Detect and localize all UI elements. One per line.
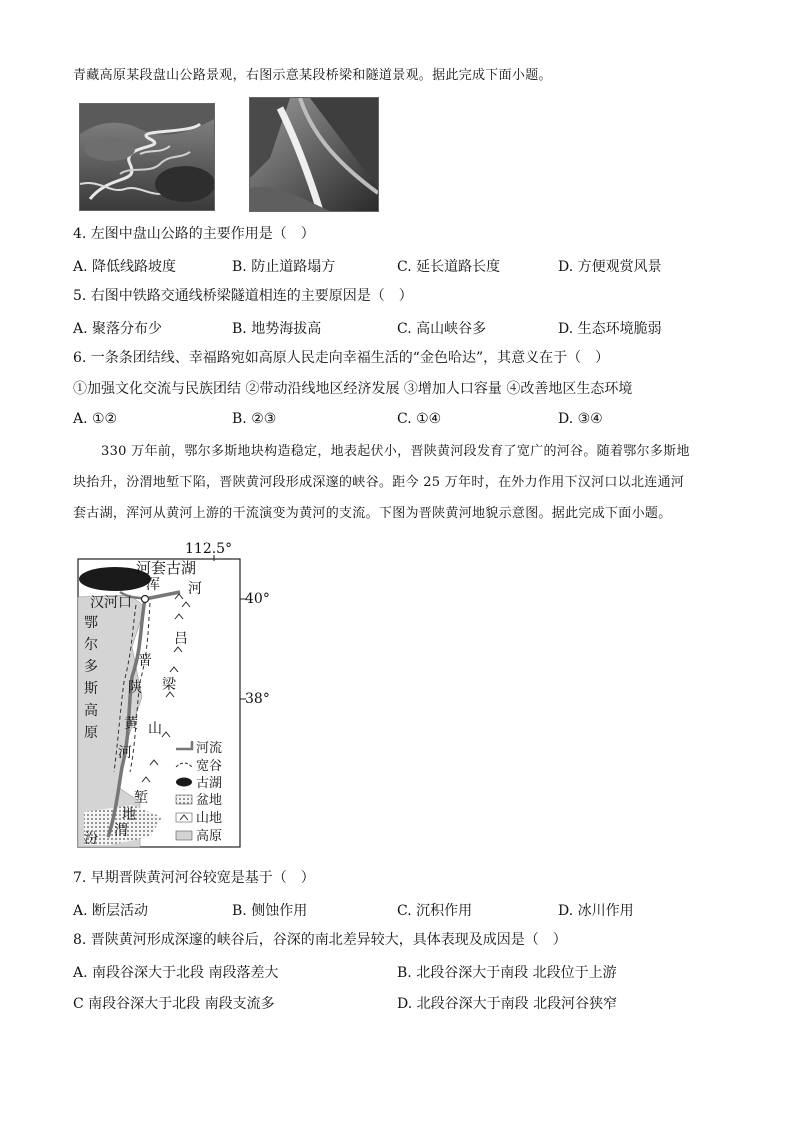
- q7-stem: 7. 早期晋陕黄河河谷较宽是基于（ ）: [73, 870, 315, 886]
- label-dipian-2: 地: [122, 807, 136, 823]
- intro-text: 青藏高原某段盘山公路景观，右图示意某段桥梁和隧道景观。据此完成下面小题。: [73, 68, 552, 83]
- legend-valley: 宽谷: [196, 759, 223, 774]
- passage-line-1: 330 万年前，鄂尔多斯地块构造稳定，地表起伏小，晋陕黄河段发育了宽广的河谷。随着鄂尔多斯地: [101, 444, 690, 459]
- label-hun-1: 浑: [146, 577, 160, 593]
- legend-river: 河流: [196, 741, 223, 756]
- label-ordos-1: 鄂: [84, 615, 98, 631]
- label-ordos-2: 尔: [84, 637, 98, 653]
- legend-plateau: 高原: [196, 829, 223, 844]
- legend-plateau-icon: [176, 831, 192, 840]
- lat-40-label: 40°: [245, 591, 270, 607]
- q6-option-b[interactable]: B. ②③: [232, 411, 277, 427]
- legend-lake-icon: [176, 778, 192, 787]
- q5-option-c[interactable]: C. 高山峡谷多: [397, 321, 487, 337]
- longitude-label: 112.5°: [185, 541, 233, 557]
- label-luliang-3: 山: [148, 721, 162, 737]
- lat-38-label: 38°: [245, 691, 270, 707]
- label-dipian-1: 堑: [134, 790, 148, 806]
- label-hetao-lake: 河套古湖: [136, 559, 197, 577]
- q4-stem: 4. 左图中盘山公路的主要作用是（ ）: [73, 226, 315, 242]
- bridge-tunnel-photo: [249, 97, 379, 212]
- label-luliang-1: 吕: [174, 631, 188, 647]
- q5-option-b[interactable]: B. 地势海拔高: [232, 321, 322, 337]
- q5-option-d[interactable]: D. 生态环境脆弱: [558, 321, 662, 337]
- q6-stem: 6. 一条条团结线、幸福路宛如高原人民走向幸福生活的“金色哈达”，其意义在于（ ）: [73, 350, 610, 366]
- q5-stem: 5. 右图中铁路交通线桥梁隧道相连的主要原因是（ ）: [73, 288, 413, 304]
- q8-option-b[interactable]: B. 北段谷深大于南段 北段位于上游: [397, 965, 617, 981]
- hanhekou-point: [142, 596, 149, 603]
- q7-option-a[interactable]: A. 断层活动: [73, 903, 149, 919]
- legend-basin: 盆地: [196, 793, 223, 808]
- label-hanhekou: 汉河口: [90, 595, 132, 611]
- q6-option-c[interactable]: C. ①④: [397, 411, 442, 427]
- label-jinshaan-1: 晋: [138, 653, 152, 669]
- q6-option-d[interactable]: D. ③④: [558, 411, 603, 427]
- q8-option-c[interactable]: C 南段谷深大于北段 南段支流多: [73, 996, 275, 1012]
- label-huanghe-1: 黄: [124, 716, 138, 732]
- q7-option-b[interactable]: B. 侧蚀作用: [232, 903, 308, 919]
- q5-option-a[interactable]: A. 聚落分布少: [73, 321, 163, 337]
- label-hun-2: 河: [188, 581, 202, 597]
- q4-option-d[interactable]: D. 方便观赏风景: [558, 259, 662, 275]
- label-fen: 汾: [84, 831, 98, 847]
- passage-line-3: 套古湖，浑河从黄河上游的干流演变为黄河的支流。下图为晋陕黄河地貌示意图。据此完成下面小题。: [73, 506, 672, 521]
- q4-option-b[interactable]: B. 防止道路塌方: [232, 259, 336, 275]
- label-huanghe-2: 河: [118, 745, 132, 761]
- jinshaan-yellow-river-map: [70, 537, 285, 852]
- q7-option-c[interactable]: C. 沉积作用: [397, 903, 473, 919]
- label-luliang-2: 梁: [162, 677, 176, 693]
- legend-lake: 古湖: [196, 776, 223, 791]
- q7-option-d[interactable]: D. 冰川作用: [558, 903, 634, 919]
- legend-mountain: 山地: [196, 811, 223, 826]
- label-ordos-4: 斯: [84, 681, 98, 697]
- q6-items: ①加强文化交流与民族团结 ②带动沿线地区经济发展 ③增加人口容量 ④改善地区生态环境: [73, 381, 633, 397]
- legend-basin-icon: [176, 795, 192, 804]
- mountain-road-photo: [79, 103, 215, 211]
- q6-option-a[interactable]: A. ①②: [73, 411, 118, 427]
- q4-option-a[interactable]: A. 降低线路坡度: [73, 259, 177, 275]
- label-ordos-3: 多: [84, 659, 98, 675]
- label-jinshaan-2: 陕: [128, 680, 142, 696]
- passage-line-2: 块抬升，汾渭地堑下陷，晋陕黄河段形成深邃的峡谷。距今 25 万年时，在外力作用下汉河口以北连通河: [73, 475, 685, 490]
- label-wei: 渭: [114, 823, 128, 839]
- q4-option-c[interactable]: C. 延长道路长度: [397, 259, 501, 275]
- label-ordos-6: 原: [84, 725, 98, 741]
- q8-option-d[interactable]: D. 北段谷深大于南段 北段河谷狭窄: [397, 996, 618, 1012]
- label-ordos-5: 高: [84, 703, 98, 719]
- q8-option-a[interactable]: A. 南段谷深大于北段 南段落差大: [73, 965, 279, 981]
- q8-stem: 8. 晋陕黄河形成深邃的峡谷后，谷深的南北差异较大，具体表现及成因是（ ）: [73, 932, 567, 948]
